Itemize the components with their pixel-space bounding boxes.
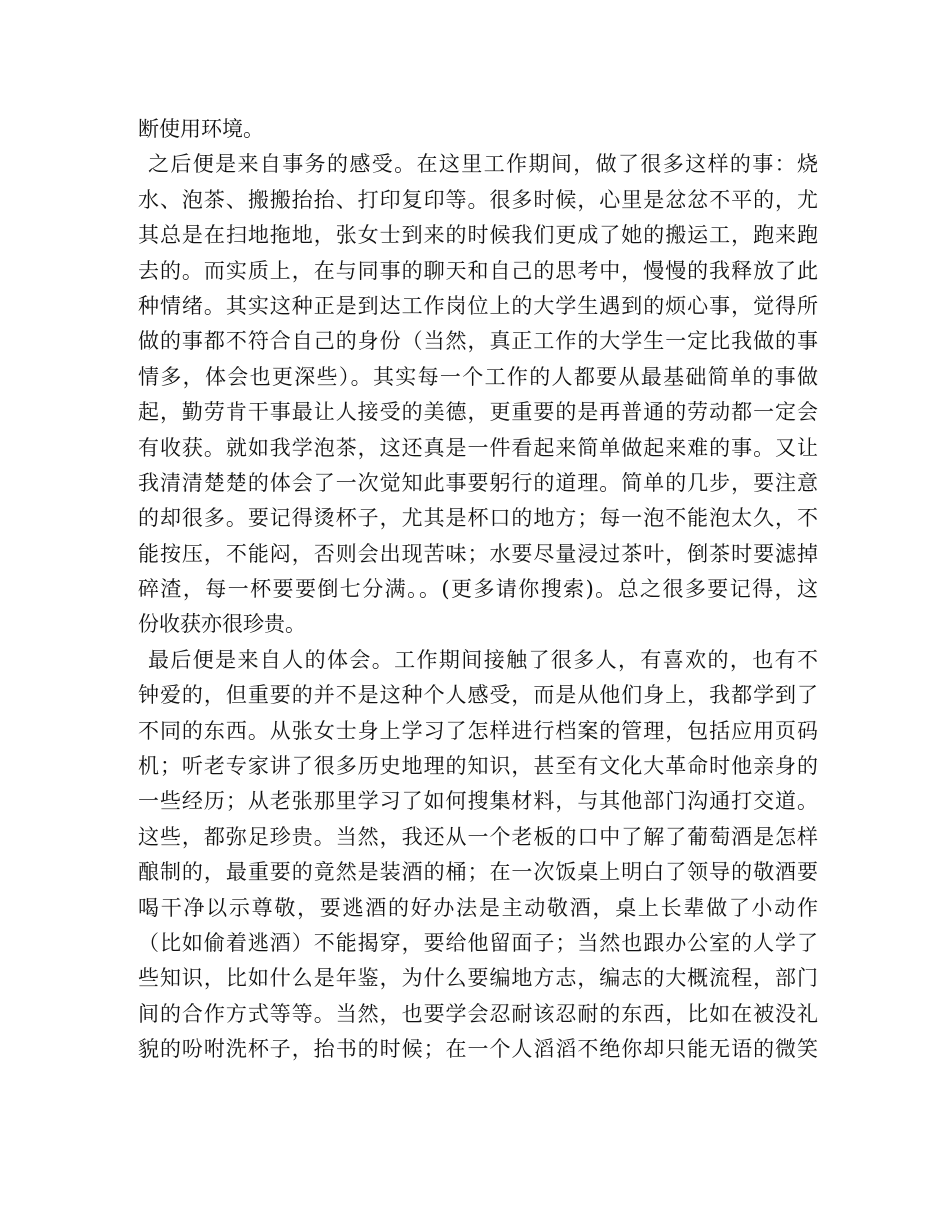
text-line: 些知识，比如什么是年鉴，为什么要编地方志，编志的大概流程，部门 — [138, 966, 818, 991]
text-line: 其总是在扫地拖地，张女士到来的时候我们更成了她的搬运工，跑来跑 — [138, 223, 818, 248]
text-line: 做的事都不符合自己的身份（当然，真正工作的大学生一定比我做的事 — [138, 329, 818, 354]
text-line: 情多，体会也更深些）。其实每一个工作的人都要从最基础简单的事做 — [138, 364, 818, 389]
text-line: 间的合作方式等等。当然，也要学会忍耐该忍耐的东西，比如在被没礼 — [138, 1001, 818, 1026]
text-line: 钟爱的，但重要的并不是这种个人感受，而是从他们身上，我都学到了 — [138, 683, 818, 708]
document-text-body — [138, 112, 818, 1068]
text-line: 起，勤劳肯干事最让人接受的美德，更重要的是再普通的劳动都一定会 — [138, 400, 818, 425]
text-line: 断使用环境。 — [138, 117, 264, 141]
text-line: 去的。而实质上，在与同事的聊天和自己的思考中，慢慢的我释放了此 — [138, 258, 818, 283]
text-line: 这些，都弥足珍贵。当然，我还从一个老板的口中了解了葡萄酒是怎样 — [138, 824, 818, 849]
text-line: （比如偷着逃酒）不能揭穿，要给他留面子；当然也跟办公室的人学了 — [138, 930, 818, 955]
text-line: 的却很多。要记得烫杯子，尤其是杯口的地方；每一泡不能泡太久，不 — [138, 506, 818, 531]
text-line: 水、泡茶、搬搬抬抬、打印复印等。很多时候，心里是忿忿不平的，尤 — [138, 187, 818, 212]
text-line: 我清清楚楚的体会了一次觉知此事要躬行的道理。简单的几步，要注意 — [138, 470, 818, 495]
text-line: 貌的吩咐洗杯子，抬书的时候；在一个人滔滔不绝你却只能无语的微笑 — [138, 1037, 818, 1062]
text-line: 机；听老专家讲了很多历史地理的知识，甚至有文化大革命时他亲身的 — [138, 754, 818, 779]
text-line: 不同的东西。从张女士身上学习了怎样进行档案的管理，包括应用页码 — [138, 718, 818, 743]
text-line: 份收获亦很珍贵。 — [138, 612, 306, 637]
text-line: 能按压，不能闷，否则会出现苦味；水要尽量浸过茶叶，倒茶时要滤掉 — [138, 541, 818, 566]
text-line: 酿制的，最重要的竟然是装酒的桶；在一次饭桌上明白了领导的敬酒要 — [138, 860, 818, 885]
text-line: 一些经历；从老张那里学习了如何搜集材料，与其他部门沟通打交道。 — [138, 789, 818, 814]
text-line: 喝干净以示尊敬，要逃酒的好办法是主动敬酒，桌上长辈做了小动作 — [138, 895, 818, 920]
text-line: 种情绪。其实这种正是到达工作岗位上的大学生遇到的烦心事，觉得所 — [138, 293, 818, 318]
text-line: 碎渣，每一杯要要倒七分满。。(更多请你搜索)。总之很多要记得，这 — [138, 577, 818, 602]
text-line: 之后便是来自事务的感受。在这里工作期间，做了很多这样的事：烧 — [148, 152, 818, 177]
text-line: 有收获。就如我学泡茶，这还真是一件看起来简单做起来难的事。又让 — [138, 435, 818, 460]
text-line: 最后便是来自人的体会。工作期间接触了很多人，有喜欢的，也有不 — [148, 647, 818, 672]
